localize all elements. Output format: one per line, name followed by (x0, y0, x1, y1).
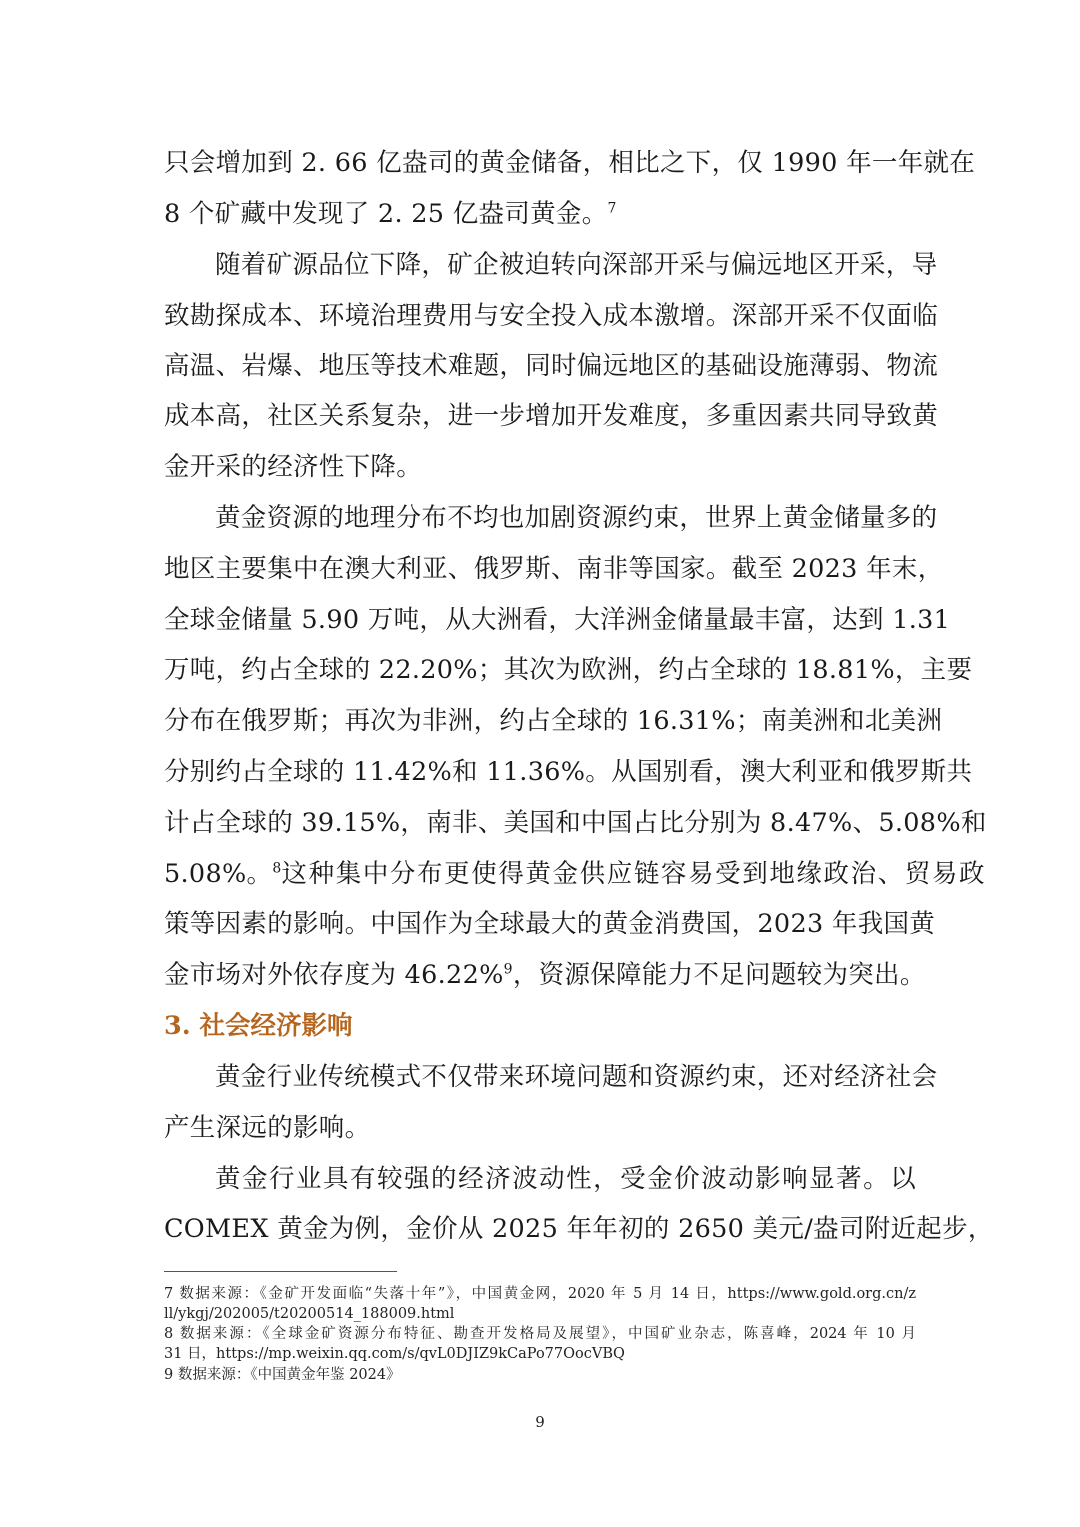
body-line: 全球金储量 5.90 万吨，从大洲看，大洋洲金储量最丰富，达到 1.31 (164, 605, 951, 635)
body-text: 5.08%。 (164, 859, 273, 889)
body-line: 产生深远的影响。 (164, 1113, 371, 1143)
body-text: 8 个矿藏中发现了 2. 25 亿盎司黄金。 (164, 199, 608, 229)
body-line (164, 958, 926, 992)
footnote-9: 9 数据来源：《中国黄金年鉴 2024》 (164, 1367, 401, 1383)
footnote-ref-9[interactable]: 9 (503, 961, 513, 978)
body-line: 成本高，社区关系复杂，进一步增加开发难度，多重因素共同导致黄 (164, 401, 939, 431)
body-line: 黄金资源的地理分布不均也加剧资源约束，世界上黄金储量多的 (215, 503, 938, 533)
footnote-8-continued[interactable]: 31 日，https://mp.weixin.qq.com/s/qvL0DJIZ9kCaPo77OocVBQ (164, 1346, 625, 1362)
body-line: 只会增加到 2. 66 亿盎司的黄金储备，相比之下，仅 1990 年一年就在 (164, 148, 976, 178)
body-line: 分布在俄罗斯；再次为非洲，约占全球的 16.31%；南美洲和北美洲 (164, 706, 943, 736)
footnote-ref-7[interactable]: 7 (607, 200, 617, 217)
body-line (164, 197, 916, 231)
footnote-8: 8 数据来源：《全球金矿资源分布特征、勘查开发格局及展望》，中国矿业杂志，陈喜峰，2024 年 10 月 (164, 1326, 916, 1342)
body-line: 策等因素的影响。中国作为全球最大的黄金消费国，2023 年我国黄 (164, 909, 936, 939)
body-line: 黄金行业传统模式不仅带来环境问题和资源约束，还对经济社会 (215, 1062, 938, 1092)
body-line (164, 857, 987, 891)
footnote-ref-8[interactable]: 8 (272, 860, 282, 877)
footnote-divider (164, 1271, 397, 1272)
page-number: 9 (535, 1413, 545, 1431)
body-line: 计占全球的 39.15%，南非、美国和中国占比分别为 8.47%、5.08%和 (164, 808, 987, 838)
body-text: 这种集中分布更使得黄金供应链容易受到地缘政治、贸易政 (281, 859, 987, 889)
body-line: 高温、岩爆、地压等技术难题，同时偏远地区的基础设施薄弱、物流 (164, 351, 939, 381)
body-line: 地区主要集中在澳大利亚、俄罗斯、南非等国家。截至 2023 年末， (164, 554, 944, 584)
body-line: 随着矿源品位下降，矿企被迫转向深部开采与偏远地区开采，导 (215, 250, 938, 280)
body-line: 分别约占全球的 11.42%和 11.36%。从国别看，澳大利亚和俄罗斯共 (164, 757, 973, 787)
body-line: 金开采的经济性下降。 (164, 452, 423, 482)
body-line: 致勘探成本、环境治理费用与安全投入成本激增。深部开采不仅面临 (164, 301, 939, 331)
body-line: 万吨，约占全球的 22.20%；其次为欧洲，约占全球的 18.81%，主要 (164, 655, 973, 685)
footnote-7-continued[interactable]: ll/ykgj/202005/t20200514_188009.html (164, 1306, 455, 1322)
body-line: COMEX 黄金为例，金价从 2025 年年初的 2650 美元/盎司附近起步， (164, 1214, 994, 1244)
body-text-start (164, 857, 282, 891)
body-text: ，资源保障能力不足问题较为突出。 (512, 960, 926, 990)
body-text: 金市场对外依存度为 46.22% (164, 960, 504, 990)
section-heading: 3. 社会经济影响 (164, 1011, 353, 1041)
body-line: 黄金行业具有较强的经济波动性，受金价波动影响显著。以 (215, 1164, 916, 1194)
footnote-7: 7 数据来源：《金矿开发面临“失落十年”》，中国黄金网，2020 年 5 月 14 日，https://www.gold.org.cn/z (164, 1286, 916, 1302)
